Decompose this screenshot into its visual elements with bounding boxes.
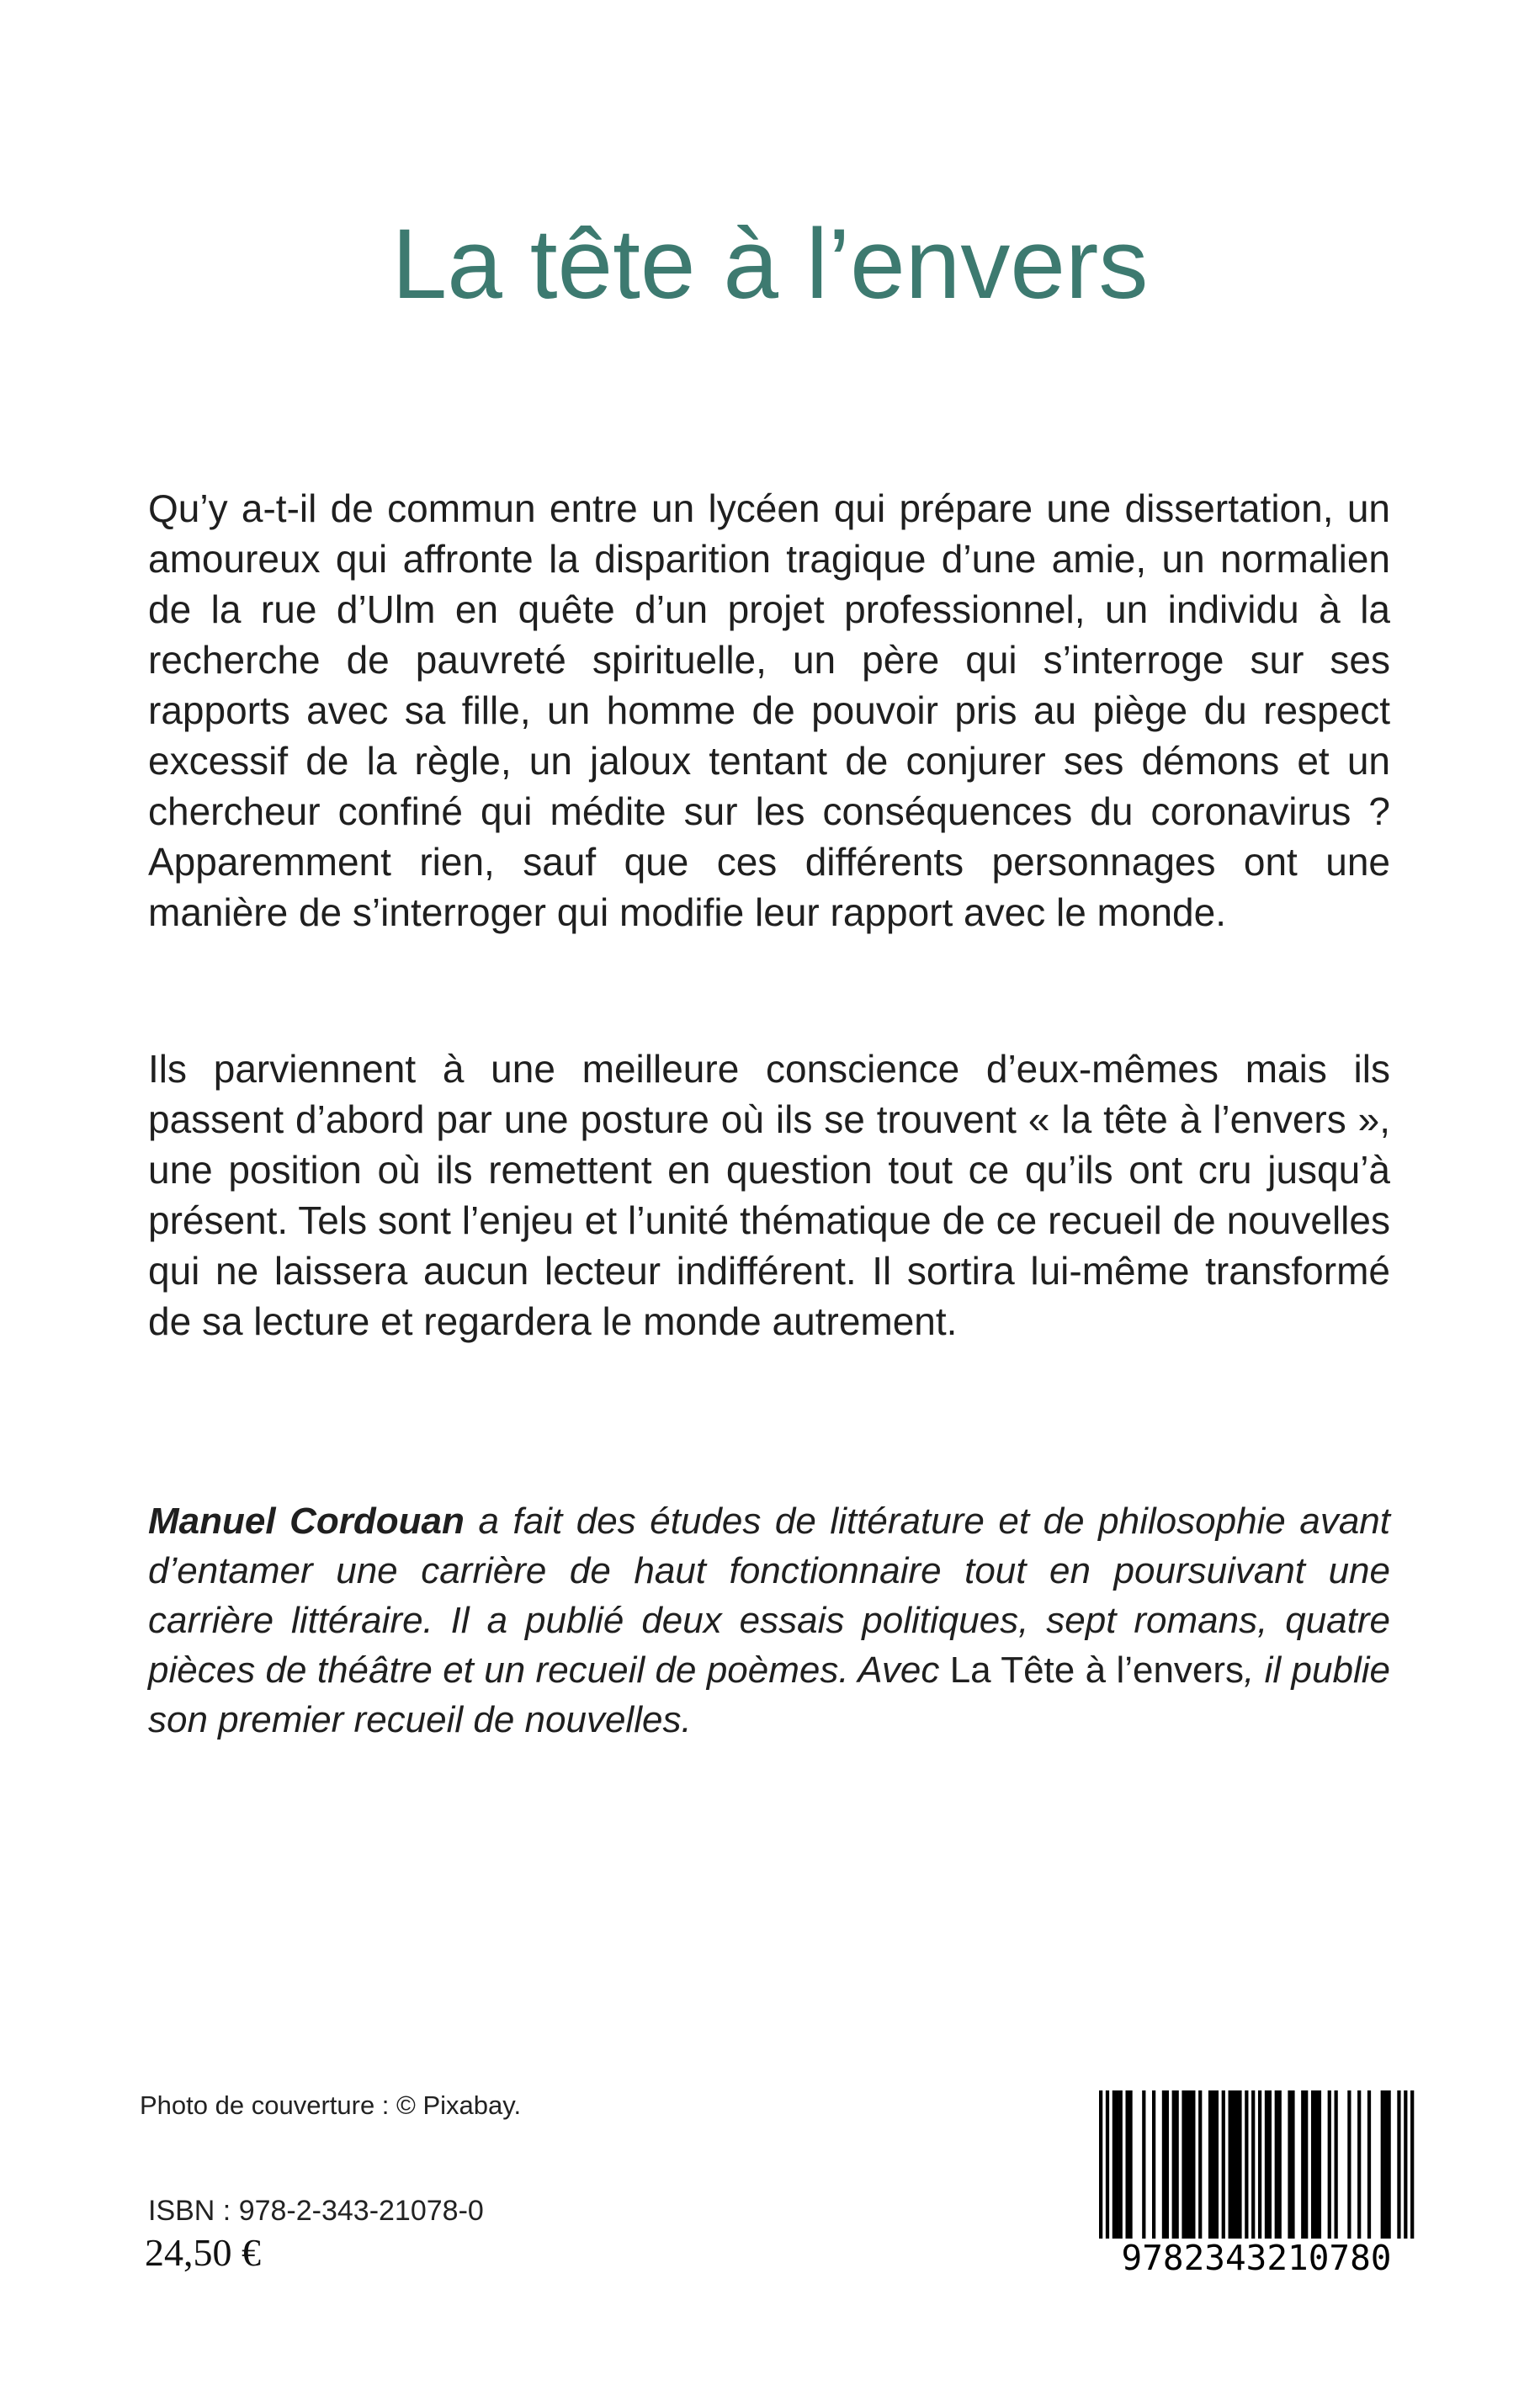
barcode-bar	[1258, 2090, 1261, 2259]
barcode-bar	[1176, 2090, 1179, 2259]
barcode-bar	[1367, 2090, 1371, 2259]
barcode-bar	[1314, 2090, 1318, 2259]
barcode-bar	[1231, 2090, 1235, 2259]
barcode-bar	[1125, 2090, 1128, 2259]
barcode-bar	[1192, 2090, 1195, 2259]
author-bio-text-2: , il publie son premier recueil de nouvelles.	[148, 1649, 1390, 1740]
barcode-bar	[1288, 2090, 1291, 2259]
blurb-paragraph-2: Ils parviennent à une meilleure conscience d’eux-mêmes mais ils passent d’abord par une posture où ils se trouvent « la tête à l’envers », une position où ils remettent en question tout ce qu’ils ont cru jusqu’à présent. Tels sont l’enjeu et l’unité thématique de ce recueil de nouvelles qui ne laissera aucun lecteur indifférent. Il sortira lui-même transformé de sa lecture et regardera le monde autrement.	[148, 1047, 1390, 1343]
barcode-bar	[1245, 2090, 1248, 2259]
barcode-bar	[1388, 2090, 1391, 2259]
barcode-bar	[1347, 2090, 1351, 2259]
barcode-bar	[1335, 2090, 1338, 2259]
barcode	[1092, 2090, 1421, 2276]
photo-credit: Photo de couverture : © Pixabay.	[140, 2090, 522, 2120]
barcode-bar	[1291, 2090, 1294, 2259]
blurb-paragraph-1: Qu’y a-t-il de commun entre un lycéen qui prépare une dissertation, un amoureux qui affronte la disparition tragique d’une amie, un normalien de la rue d’Ulm en quête d’un projet professionnel, un individu à la recherche de pauvreté spirituelle, un père qui s’interroge sur ses rapports avec sa fille, un homme de pouvoir pris au piège du respect excessif de la règle, un jaloux tentant de conjurer ses démons et un chercheur confiné qui médite sur les conséquences du coronavirus ? Apparemment rien, sauf que ces différents personnages ont une manière de s’interroger qui modifie leur rapport avec le monde.	[148, 486, 1390, 934]
barcode-bar	[1208, 2090, 1212, 2259]
barcode-bar	[1182, 2090, 1185, 2259]
price: 24,50 €	[145, 2231, 261, 2274]
barcode-bar	[1215, 2090, 1219, 2259]
author-bio-text-1: a fait des études de littérature et de philosophie avant d’entamer une carrière de haut fonctionnaire tout en poursuivant une carrière littéraire. Il a publié deux essais politiques, sept romans, quatre pièces de théâtre et un recueil de poèmes. Avec	[148, 1501, 1390, 1691]
barcode-bar	[1142, 2090, 1145, 2259]
isbn: ISBN : 978-2-343-21078-0	[148, 2195, 484, 2227]
barcode-bar	[1128, 2090, 1132, 2259]
barcode-bar	[1397, 2090, 1400, 2259]
barcode-bar	[1229, 2090, 1232, 2259]
barcode-bar	[1235, 2090, 1238, 2259]
barcode-bar	[1198, 2090, 1202, 2259]
barcode-bar	[1119, 2090, 1123, 2259]
barcode-bars	[1092, 2090, 1421, 2259]
barcode-bar	[1275, 2090, 1278, 2259]
barcode-bar	[1222, 2090, 1225, 2259]
barcode-bar	[1188, 2090, 1192, 2259]
barcode-bar	[1381, 2090, 1384, 2259]
barcode-bar	[1172, 2090, 1176, 2259]
barcode-bar	[1162, 2090, 1166, 2259]
barcode-digits: 9782343210780	[1092, 2239, 1421, 2277]
book-title: La tête à l’envers	[391, 209, 1149, 320]
barcode-bar	[1268, 2090, 1272, 2259]
barcode-bar	[1357, 2090, 1361, 2259]
barcode-bar	[1304, 2090, 1308, 2259]
barcode-bar	[1251, 2090, 1255, 2259]
author-name: Manuel Cordouan	[148, 1501, 465, 1542]
author-bio	[148, 1496, 1390, 1745]
barcode-bar	[1152, 2090, 1155, 2259]
barcode-bar	[1099, 2090, 1102, 2259]
barcode-bar	[1113, 2090, 1116, 2259]
barcode-bar	[1301, 2090, 1304, 2259]
barcode-bar	[1311, 2090, 1314, 2259]
barcode-bar	[1265, 2090, 1268, 2259]
barcode-bar	[1410, 2090, 1414, 2259]
barcode-bar	[1166, 2090, 1169, 2259]
barcode-bar	[1318, 2090, 1321, 2259]
barcode-bar	[1116, 2090, 1119, 2259]
barcode-bar	[1278, 2090, 1282, 2259]
barcode-bar	[1238, 2090, 1241, 2259]
barcode-bar	[1185, 2090, 1188, 2259]
barcode-bar	[1106, 2090, 1109, 2259]
barcode-bar	[1328, 2090, 1331, 2259]
barcode-bar	[1404, 2090, 1407, 2259]
book-reference: La Tête à l’envers	[949, 1649, 1245, 1691]
barcode-bar	[1212, 2090, 1215, 2259]
barcode-bar	[1384, 2090, 1388, 2259]
